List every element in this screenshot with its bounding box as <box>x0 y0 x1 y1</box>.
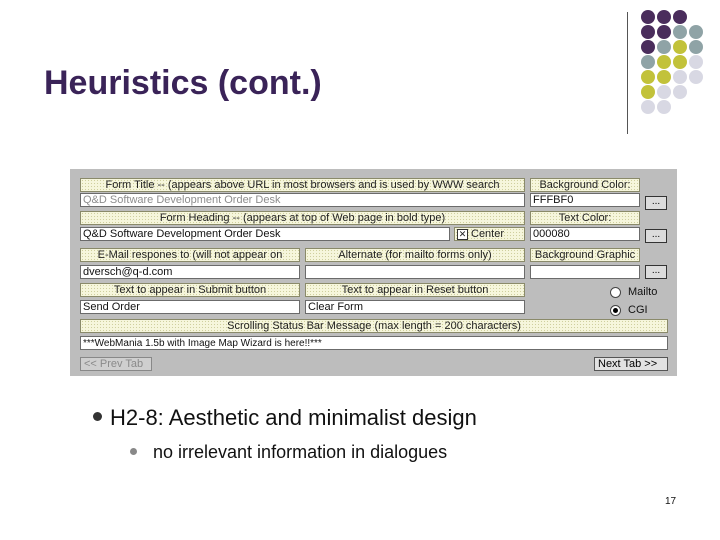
background-graphic-browse-button[interactable]: ... <box>645 265 667 279</box>
decorative-dot <box>657 85 671 99</box>
form-title-label: Form Title -- (appears above URL in most browsers and is used by WWW search <box>80 178 525 192</box>
center-checkbox[interactable]: ✕ <box>458 228 467 239</box>
email-field[interactable]: dversch@q-d.com <box>80 265 300 279</box>
decorative-dot <box>641 85 655 99</box>
decorative-dot <box>641 10 655 24</box>
decorative-dot <box>657 70 671 84</box>
bullet-text: H2-8: Aesthetic and minimalist design <box>110 405 477 430</box>
decorative-dot <box>689 25 703 39</box>
sub-bullet-text: no irrelevant information in dialogues <box>153 442 448 462</box>
decorative-dot <box>657 10 671 24</box>
center-checkbox-row[interactable] <box>454 227 525 241</box>
submit-text-label: Text to appear in Submit button <box>80 283 300 297</box>
decorative-dot <box>641 100 655 114</box>
decorative-dot <box>641 55 655 69</box>
bullet-dot <box>93 412 102 421</box>
form-screenshot <box>70 169 677 376</box>
decorative-dot <box>657 55 671 69</box>
alternate-field[interactable] <box>305 265 525 279</box>
page-number: 17 <box>665 496 677 507</box>
decorative-dot <box>673 10 687 24</box>
decorative-dot <box>689 40 703 54</box>
text-color-field[interactable]: 000080 <box>530 227 640 241</box>
decorative-dot <box>641 70 655 84</box>
reset-text-label: Text to appear in Reset button <box>305 283 525 297</box>
status-bar-label: Scrolling Status Bar Message (max length = 200 characters) <box>80 319 668 333</box>
background-color-browse-button[interactable]: ... <box>645 196 667 210</box>
submit-text-field[interactable]: Send Order <box>80 300 300 314</box>
decorative-dot <box>673 40 687 54</box>
decorative-dot <box>689 55 703 69</box>
decorative-dot <box>673 55 687 69</box>
title-divider-line <box>627 12 628 134</box>
decorative-dot <box>641 40 655 54</box>
reset-text-field[interactable]: Clear Form <box>305 300 525 314</box>
decorative-dot <box>641 25 655 39</box>
decorative-dot <box>673 85 687 99</box>
background-color-label: Background Color: <box>530 178 640 192</box>
cgi-radio-selected-dot <box>613 308 618 313</box>
cgi-radio-label: CGI <box>628 304 648 316</box>
status-bar-field[interactable]: ***WebMania 1.5b with Image Map Wizard is here!!*** <box>80 336 668 350</box>
decorative-dot <box>657 40 671 54</box>
decorative-dot <box>673 25 687 39</box>
mailto-radio[interactable] <box>610 287 621 298</box>
background-graphic-field[interactable] <box>530 265 640 279</box>
background-graphic-label: Background Graphic <box>530 248 640 262</box>
decorative-dot <box>673 70 687 84</box>
sub-bullet-dot <box>130 448 137 455</box>
decorative-dot-grid <box>641 10 720 120</box>
form-heading-label: Form Heading -- (appears at top of Web page in bold type) <box>80 211 525 225</box>
email-label: E-Mail respones to (will not appear on <box>80 248 300 262</box>
text-color-label: Text Color: <box>530 211 640 225</box>
alternate-label: Alternate (for mailto forms only) <box>305 248 525 262</box>
slide-title: Heuristics (cont.) <box>44 64 322 102</box>
center-checkbox-label: Center <box>471 228 505 240</box>
decorative-dot <box>657 25 671 39</box>
decorative-dot <box>689 70 703 84</box>
form-heading-field[interactable]: Q&D Software Development Order Desk <box>80 227 450 241</box>
prev-tab-button[interactable]: << Prev Tab <box>80 357 152 371</box>
next-tab-button[interactable]: Next Tab >> <box>594 357 668 371</box>
form-title-field[interactable]: Q&D Software Development Order Desk <box>80 193 525 207</box>
background-color-field[interactable]: FFFBF0 <box>530 193 640 207</box>
mailto-radio-label: Mailto <box>628 286 658 298</box>
text-color-browse-button[interactable]: ... <box>645 229 667 243</box>
cgi-radio[interactable] <box>610 305 621 316</box>
decorative-dot <box>657 100 671 114</box>
